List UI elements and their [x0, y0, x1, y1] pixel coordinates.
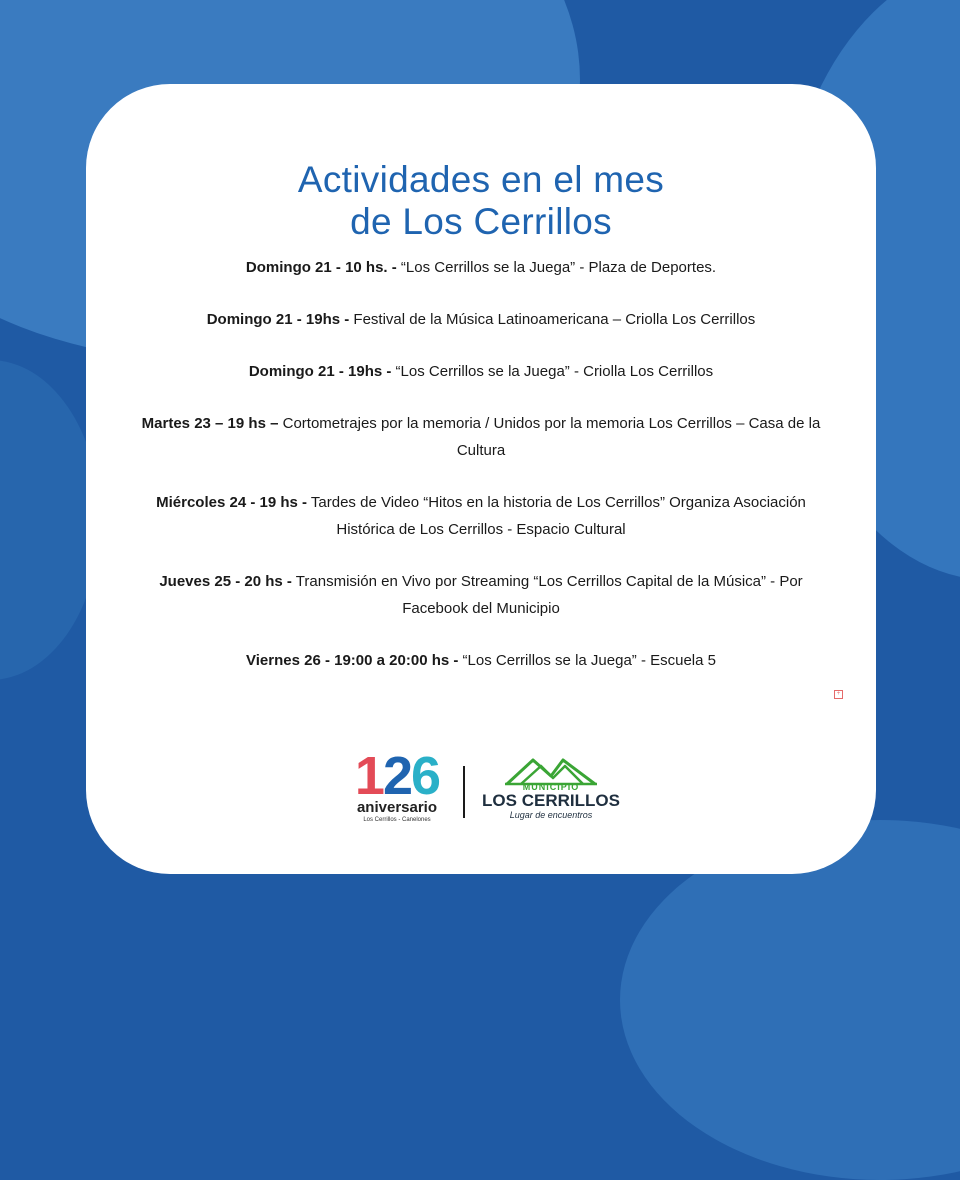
municipio-tagline: Lugar de encuentros [509, 810, 593, 820]
anniversary-word: aniversario [356, 799, 438, 816]
anniversary-logo [342, 746, 452, 832]
anniversary-subtitle: Los Cerrillos - Canelones [363, 817, 431, 823]
event-date: Domingo 21 - 10 hs. - [245, 259, 397, 276]
event-description: “Los Cerrillos se la Juega” - Escuela 5 [458, 652, 716, 669]
event-date: Martes 23 – 19 hs – [141, 415, 279, 432]
list-item [126, 647, 836, 674]
title-line-1: Actividades en el mes [297, 158, 665, 200]
municipio-label: MUNICIPIO [522, 782, 580, 792]
event-description: Cortometrajes por la memoria / Unidos por la memoria Los Cerrillos – Casa de la Cultura [278, 415, 821, 459]
event-date: Domingo 21 - 19hs - [206, 311, 350, 328]
event-date: Domingo 21 - 19hs - [248, 363, 392, 380]
logos-footer [86, 748, 876, 838]
list-item [126, 489, 836, 543]
title-line-2: de Los Cerrillos [350, 200, 612, 242]
anniversary-digit: 2 [382, 746, 412, 806]
event-description: Festival de la Música Latinoamericana – Criolla Los Cerrillos [349, 311, 756, 328]
page-title [86, 159, 876, 243]
event-date: Miércoles 24 - 19 hs - [156, 494, 308, 511]
list-item [126, 358, 836, 385]
event-description: “Los Cerrillos se la Juega” - Criolla Los Cerrillos [391, 363, 714, 380]
list-item [126, 254, 836, 281]
event-date: Viernes 26 - 19:00 a 20:00 hs - [246, 652, 459, 669]
anniversary-digit: 6 [411, 746, 440, 806]
anniversary-number [342, 746, 452, 806]
list-item [126, 410, 836, 464]
event-date: Jueves 25 - 20 hs - [159, 573, 292, 590]
activities-card [86, 84, 876, 874]
municipio-name: LOS CERRILLOS [482, 791, 620, 810]
anniversary-digit: 1 [354, 746, 383, 806]
background-shape [0, 360, 100, 680]
background-shape [620, 820, 960, 1180]
events-list [126, 254, 836, 699]
event-description: Transmisión en Vivo por Streaming “Los Cerrillos Capital de la Música” - Por Facebook del Municipio [291, 573, 803, 617]
logo-divider [463, 766, 465, 818]
event-description: “Los Cerrillos se la Juega” - Plaza de Deportes. [396, 259, 717, 276]
list-item [126, 568, 836, 622]
plus-icon: + [834, 690, 843, 699]
event-description: Tardes de Video “Hitos en la historia de Los Cerrillos” Organiza Asociación Histórica de Los Cerrillos - Espacio Cultural [307, 494, 806, 538]
municipio-logo [476, 754, 626, 834]
list-item [126, 306, 836, 333]
